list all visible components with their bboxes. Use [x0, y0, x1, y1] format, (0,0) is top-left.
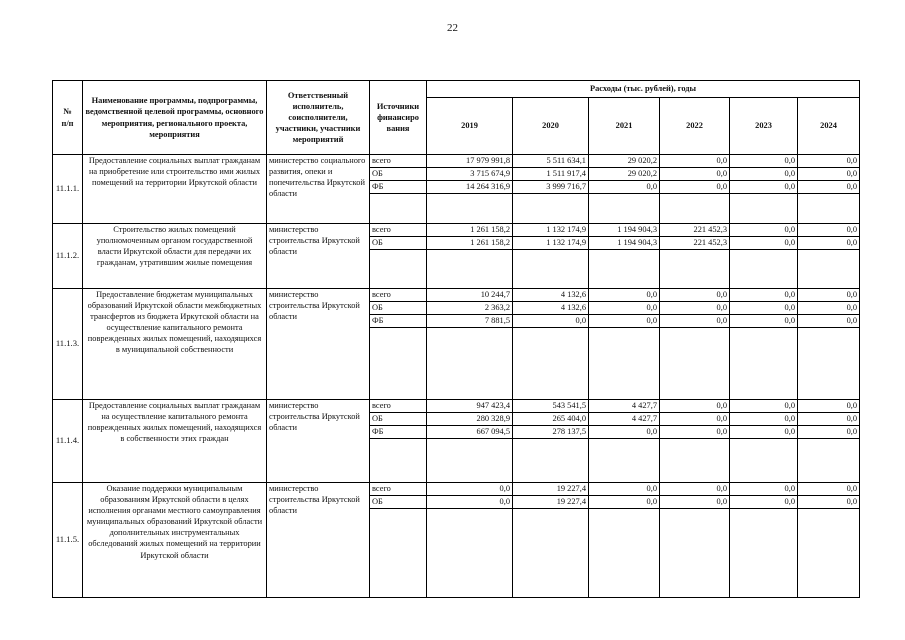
expense-value: 4 427,7: [589, 413, 660, 426]
expense-value: 0,0: [798, 400, 860, 413]
expense-value: 1 511 917,4: [513, 168, 589, 181]
empty-cell: [370, 439, 427, 483]
expense-value: 0,0: [730, 168, 798, 181]
expense-value: 1 194 904,3: [589, 237, 660, 250]
expense-value: 0,0: [798, 496, 860, 509]
empty-cell: [513, 328, 589, 400]
empty-cell: [730, 250, 798, 289]
expense-value: 543 541,5: [513, 400, 589, 413]
executor: министерство строительства Иркутской области: [267, 224, 370, 289]
empty-cell: [370, 250, 427, 289]
expense-value: 0,0: [589, 181, 660, 194]
expense-value: 0,0: [589, 426, 660, 439]
expense-value: 0,0: [730, 155, 798, 168]
table-row: [53, 289, 860, 302]
expense-value: 0,0: [798, 426, 860, 439]
measure-name: Строительство жилых помещений уполномоченным органом государственной власти Иркутской области для передачи их гражданам, утратившим жилые помещения: [83, 224, 267, 289]
expense-value: 947 423,4: [427, 400, 513, 413]
expense-value: 0,0: [730, 315, 798, 328]
expense-value: 0,0: [660, 483, 730, 496]
empty-cell: [730, 328, 798, 400]
empty-cell: [427, 194, 513, 224]
expense-value: 1 132 174,9: [513, 224, 589, 237]
expense-value: 0,0: [798, 224, 860, 237]
empty-cell: [660, 250, 730, 289]
expense-value: 667 094,5: [427, 426, 513, 439]
empty-cell: [798, 194, 860, 224]
expense-value: 0,0: [798, 155, 860, 168]
expense-value: 19 227,4: [513, 483, 589, 496]
expense-value: 0,0: [427, 496, 513, 509]
expense-value: 5 511 634,1: [513, 155, 589, 168]
empty-cell: [660, 439, 730, 483]
funding-source: всего: [370, 400, 427, 413]
expense-value: 17 979 991,8: [427, 155, 513, 168]
funding-source: всего: [370, 155, 427, 168]
expense-value: 0,0: [730, 426, 798, 439]
empty-cell: [798, 328, 860, 400]
row-number: 11.1.5.: [53, 483, 83, 598]
empty-cell: [513, 439, 589, 483]
expense-value: 1 194 904,3: [589, 224, 660, 237]
executor: министерство строительства Иркутской области: [267, 483, 370, 598]
measure-name: Предоставление социальных выплат гражданам на осуществление капитального ремонта поврежденных жилых помещений, находящихся в собственности этих граждан: [83, 400, 267, 483]
empty-cell: [427, 439, 513, 483]
expense-value: 14 264 316,9: [427, 181, 513, 194]
empty-cell: [589, 328, 660, 400]
table-body: [53, 155, 860, 598]
expense-value: 0,0: [798, 315, 860, 328]
expense-value: 0,0: [660, 181, 730, 194]
expense-value: 19 227,4: [513, 496, 589, 509]
expense-value: 3 999 716,7: [513, 181, 589, 194]
expense-value: 0,0: [730, 400, 798, 413]
empty-cell: [589, 250, 660, 289]
table-header-row: [53, 81, 860, 98]
empty-cell: [589, 509, 660, 598]
empty-cell: [798, 250, 860, 289]
empty-cell: [427, 509, 513, 598]
measure-name: Предоставление социальных выплат гражданам на приобретение или строительство ими жилых помещений на территории Иркутской области: [83, 155, 267, 224]
funding-source: ОБ: [370, 496, 427, 509]
funding-source: ОБ: [370, 302, 427, 315]
empty-cell: [660, 509, 730, 598]
empty-cell: [730, 509, 798, 598]
expense-value: 0,0: [660, 426, 730, 439]
measure-name: Предоставление бюджетам муниципальных образований Иркутской области межбюджетных трансфертов из бюджета Иркутской области на осуществление капитального ремонта поврежденных жилых помещений, находящихся в муниципальной собственности: [83, 289, 267, 400]
funding-source: ФБ: [370, 426, 427, 439]
header-year: 2020: [513, 98, 589, 155]
expense-value: 0,0: [730, 413, 798, 426]
empty-cell: [513, 194, 589, 224]
table-row: [53, 224, 860, 237]
expense-value: 0,0: [427, 483, 513, 496]
funding-source: ФБ: [370, 181, 427, 194]
expense-value: 0,0: [660, 496, 730, 509]
expense-value: 3 715 674,9: [427, 168, 513, 181]
expense-value: 278 137,5: [513, 426, 589, 439]
expense-value: 0,0: [660, 155, 730, 168]
empty-cell: [370, 328, 427, 400]
expense-value: 0,0: [660, 400, 730, 413]
expense-value: 0,0: [660, 302, 730, 315]
expense-value: 1 261 158,2: [427, 237, 513, 250]
table-row: [53, 155, 860, 168]
expense-value: 0,0: [798, 289, 860, 302]
funding-source: всего: [370, 289, 427, 302]
empty-cell: [427, 328, 513, 400]
empty-cell: [730, 439, 798, 483]
header-year: 2021: [589, 98, 660, 155]
header-year: 2024: [798, 98, 860, 155]
expense-value: 4 132,6: [513, 289, 589, 302]
header-executor: Ответственный исполнитель, соисполнители, участники, участники мероприятий: [267, 81, 370, 155]
expense-value: 221 452,3: [660, 224, 730, 237]
expense-value: 0,0: [660, 168, 730, 181]
measure-name: Оказание поддержки муниципальным образованиям Иркутской области в целях исполнения органами местного самоуправления муниципальных образований Иркутской области дополнительных инструментальных обследований жилых помещений на территории Иркутской области: [83, 483, 267, 598]
expense-value: 10 244,7: [427, 289, 513, 302]
expense-value: 29 020,2: [589, 155, 660, 168]
expense-value: 0,0: [660, 413, 730, 426]
executor: министерство строительства Иркутской области: [267, 289, 370, 400]
header-year: 2019: [427, 98, 513, 155]
expense-value: 0,0: [730, 181, 798, 194]
expense-value: 0,0: [798, 302, 860, 315]
expense-value: 0,0: [798, 413, 860, 426]
expense-value: 0,0: [513, 315, 589, 328]
expense-value: 0,0: [730, 289, 798, 302]
funding-source: ФБ: [370, 315, 427, 328]
expense-value: 280 328,9: [427, 413, 513, 426]
empty-cell: [798, 509, 860, 598]
executor: министерство социального развития, опеки и попечительства Иркутской области: [267, 155, 370, 224]
expense-value: 0,0: [798, 181, 860, 194]
expense-value: 0,0: [589, 302, 660, 315]
empty-cell: [660, 194, 730, 224]
table-row: [53, 483, 860, 496]
expense-value: 0,0: [730, 496, 798, 509]
expense-value: 221 452,3: [660, 237, 730, 250]
expense-value: 0,0: [660, 315, 730, 328]
expense-value: 0,0: [730, 302, 798, 315]
funding-source: ОБ: [370, 413, 427, 426]
empty-cell: [513, 509, 589, 598]
expense-value: 0,0: [730, 224, 798, 237]
empty-cell: [589, 194, 660, 224]
funding-source: ОБ: [370, 168, 427, 181]
empty-cell: [513, 250, 589, 289]
budget-table: [52, 80, 860, 598]
expense-value: 4 132,6: [513, 302, 589, 315]
empty-cell: [589, 439, 660, 483]
funding-source: ОБ: [370, 237, 427, 250]
header-expenses: Расходы (тыс. рублей), годы: [427, 81, 860, 98]
expense-value: 0,0: [589, 496, 660, 509]
expense-value: 0,0: [798, 237, 860, 250]
row-number: 11.1.1.: [53, 155, 83, 224]
expense-value: 0,0: [660, 289, 730, 302]
page-number: 22: [447, 22, 458, 34]
expense-value: 1 261 158,2: [427, 224, 513, 237]
header-year: 2023: [730, 98, 798, 155]
expense-value: 0,0: [798, 168, 860, 181]
expense-value: 29 020,2: [589, 168, 660, 181]
table-row: [53, 400, 860, 413]
row-number: 11.1.4.: [53, 400, 83, 483]
expense-value: 0,0: [589, 289, 660, 302]
expense-value: 1 132 174,9: [513, 237, 589, 250]
row-number: 11.1.3.: [53, 289, 83, 400]
empty-cell: [730, 194, 798, 224]
expense-value: 2 363,2: [427, 302, 513, 315]
expense-value: 4 427,7: [589, 400, 660, 413]
empty-cell: [660, 328, 730, 400]
funding-source: всего: [370, 483, 427, 496]
funding-source: всего: [370, 224, 427, 237]
expense-value: 0,0: [589, 315, 660, 328]
empty-cell: [370, 194, 427, 224]
empty-cell: [427, 250, 513, 289]
empty-cell: [798, 439, 860, 483]
expense-value: 0,0: [730, 483, 798, 496]
expense-value: 0,0: [589, 483, 660, 496]
expense-value: 0,0: [798, 483, 860, 496]
expense-value: 7 881,5: [427, 315, 513, 328]
empty-cell: [370, 509, 427, 598]
header-year: 2022: [660, 98, 730, 155]
header-name: Наименование программы, подпрограммы, ведомственной целевой программы, основного мероприятия, регионального проекта, мероприятия: [83, 81, 267, 155]
executor: министерство строительства Иркутской области: [267, 400, 370, 483]
header-num: № п/п: [53, 81, 83, 155]
expense-value: 0,0: [730, 237, 798, 250]
header-source: Источники финансиро вания: [370, 81, 427, 155]
expense-value: 265 404,0: [513, 413, 589, 426]
row-number: 11.1.2.: [53, 224, 83, 289]
